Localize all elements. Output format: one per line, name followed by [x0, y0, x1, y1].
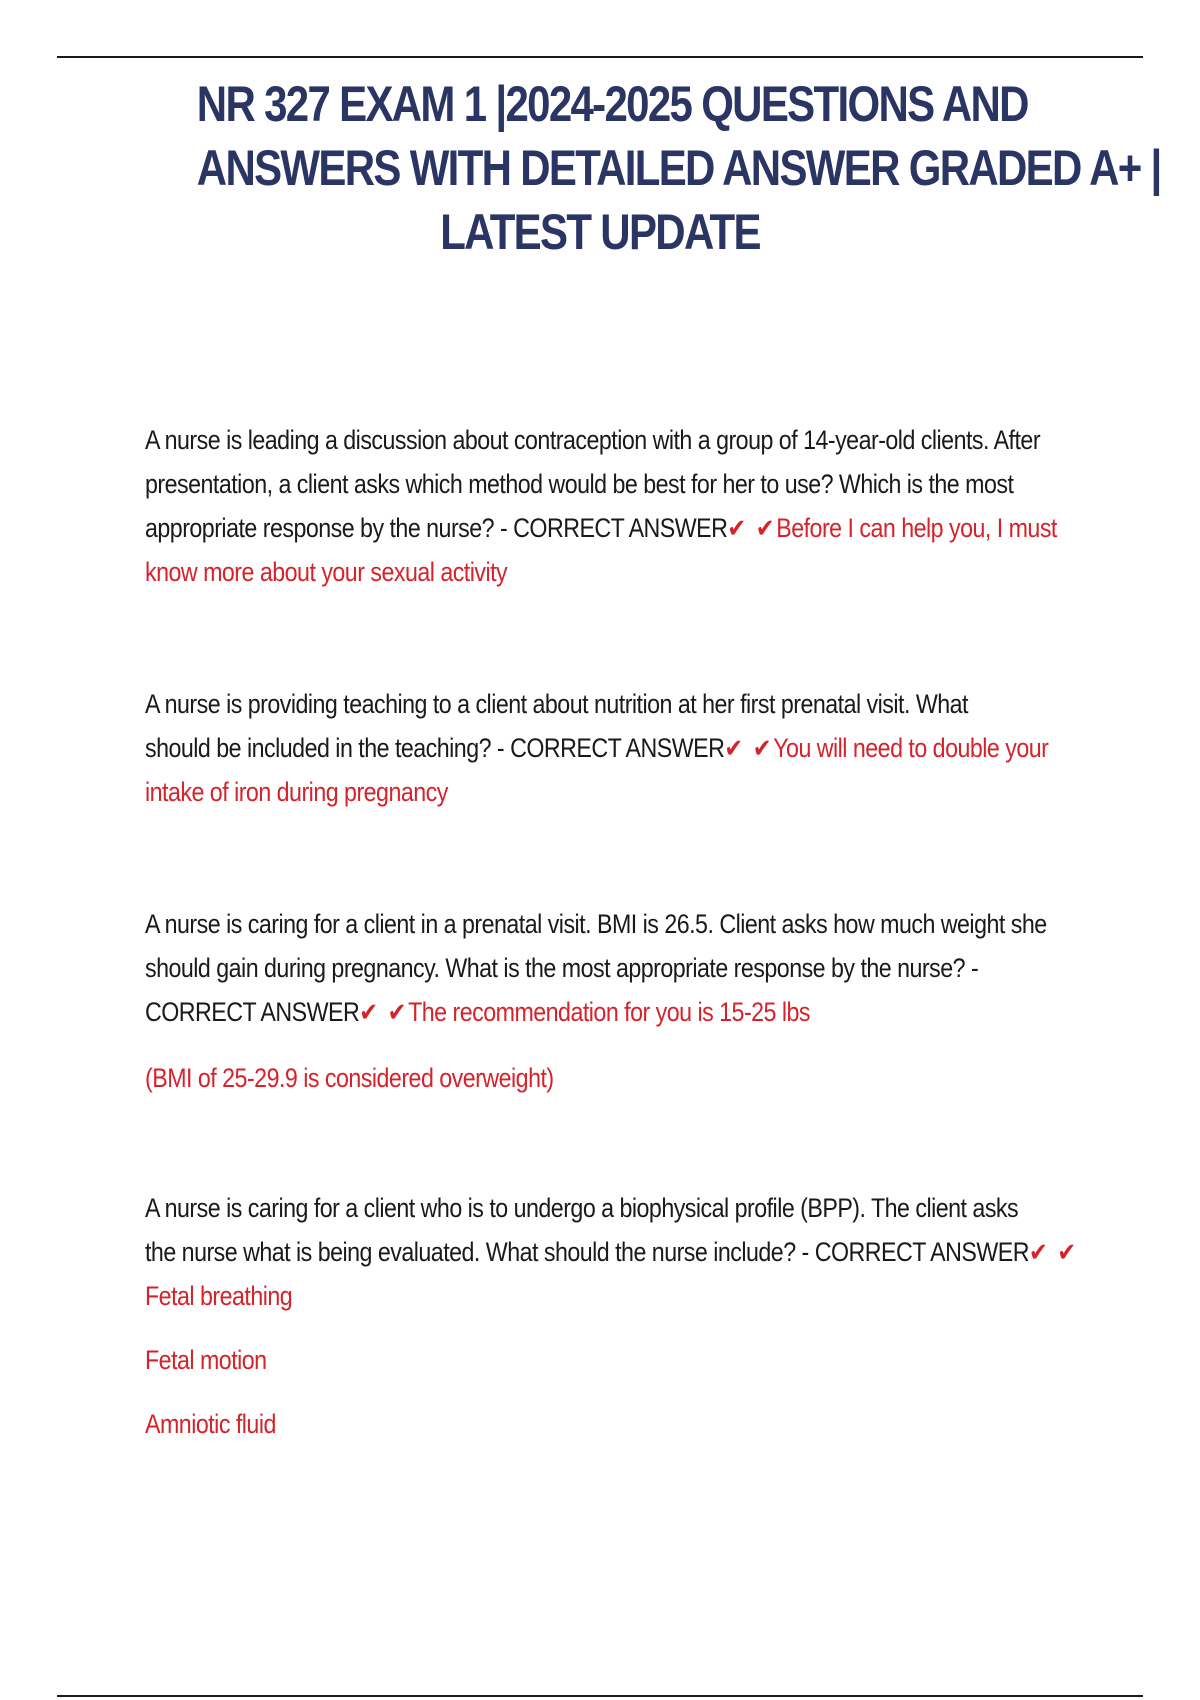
bottom-divider — [57, 1695, 1143, 1697]
check-mark-icon: ✔ ✔ — [727, 513, 777, 543]
question-line: should gain during pregnancy. What is the most appropriate response by the nurse? - — [145, 953, 979, 983]
question-block — [145, 902, 1085, 1100]
question-line: the nurse what is being evaluated. What should the nurse include? - — [145, 1237, 815, 1267]
top-divider — [57, 56, 1143, 58]
question-line: A nurse is caring for a client who is to undergo a biophysical profile (BPP). The client asks — [145, 1193, 1019, 1223]
correct-answer-label: CORRECT ANSWER — [510, 733, 725, 763]
answer-text: know more about your sexual activity — [145, 557, 508, 587]
question-answer-line — [145, 990, 953, 1034]
answer-text: Before I can help you, I must — [776, 513, 1057, 543]
answer-text: You will need to double your — [773, 733, 1049, 763]
question-line: A nurse is providing teaching to a client about nutrition at her first prenatal visit. What — [145, 689, 968, 719]
correct-answer-label: CORRECT ANSWER — [814, 1237, 1029, 1267]
question-block — [145, 418, 1085, 594]
check-mark-icon: ✔ ✔ — [1028, 1237, 1078, 1267]
check-mark-icon: ✔ ✔ — [724, 733, 774, 763]
title-line: ANSWERS WITH DETAILED ANSWER GRADED A+ | — [196, 140, 1161, 196]
question-answer-line — [145, 506, 1057, 550]
check-mark-icon: ✔ ✔ — [359, 997, 409, 1027]
question-line: appropriate response by the nurse? - — [145, 513, 514, 543]
title-line: NR 327 EXAM 1 |2024-2025 QUESTIONS AND — [196, 76, 1028, 132]
answer-item: Amniotic fluid — [145, 1409, 276, 1439]
title-line: LATEST UPDATE — [440, 204, 760, 260]
answer-item: Fetal motion — [145, 1345, 267, 1375]
question-line: A nurse is leading a discussion about contraception with a group of 14-year-old clients. After — [145, 425, 1041, 455]
question-line: A nurse is caring for a client in a prenatal visit. BMI is 26.5. Client asks how much weight she — [145, 909, 1047, 939]
answer-item: Fetal breathing — [145, 1281, 293, 1311]
correct-answer-label: CORRECT ANSWER — [513, 513, 728, 543]
answer-note: (BMI of 25-29.9 is considered overweight) — [145, 1063, 554, 1093]
answer-text: intake of iron during pregnancy — [145, 777, 448, 807]
question-line: should be included in the teaching? - — [145, 733, 511, 763]
question-block — [145, 1186, 1085, 1446]
question-answer-line — [145, 726, 1049, 770]
question-line: presentation, a client asks which method would be best for her to use? Which is the most — [145, 469, 1014, 499]
answer-text: The recommendation for you is 15-25 lbs — [408, 997, 811, 1027]
correct-answer-label: CORRECT ANSWER — [145, 997, 360, 1027]
question-block — [145, 682, 1085, 814]
document-title — [196, 72, 1161, 264]
question-answer-line — [145, 1230, 1078, 1274]
